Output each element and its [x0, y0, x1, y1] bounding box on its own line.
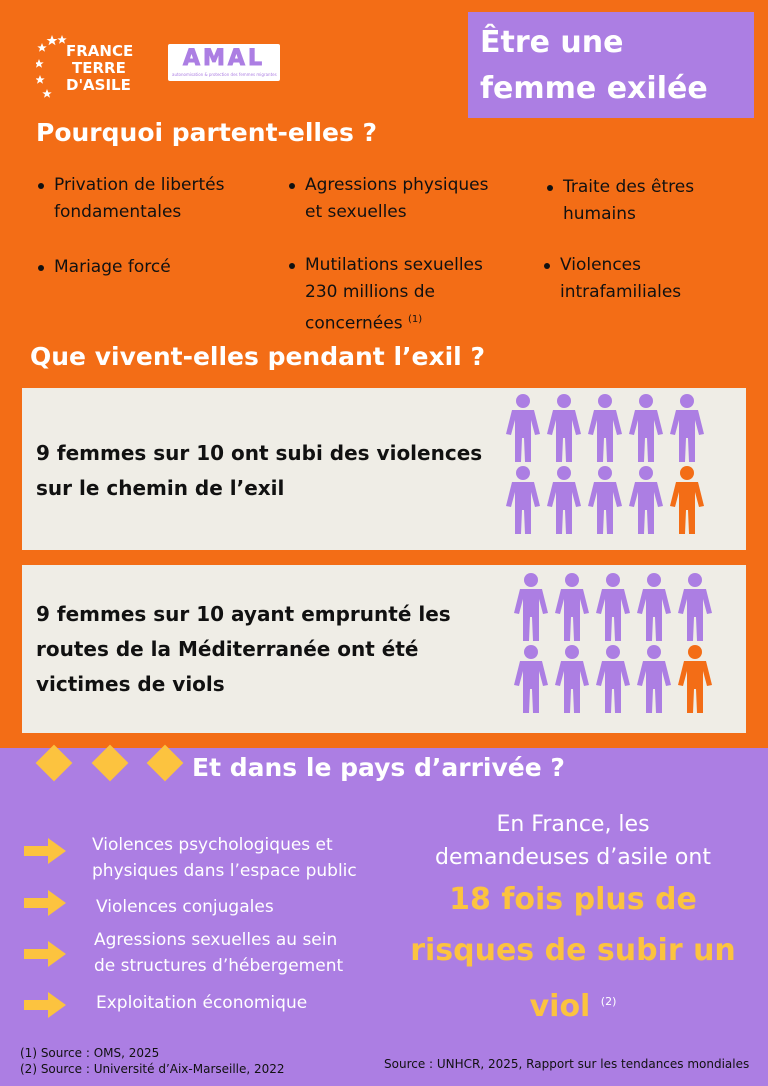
ftda-line-1: FRANCE: [66, 42, 134, 60]
person-figure-purple: [596, 573, 630, 641]
person-figure-purple: [514, 573, 548, 641]
person-figure-purple: [588, 394, 622, 462]
source-3: Source : UNHCR, 2025, Rapport sur les tendances mondiales: [384, 1057, 750, 1071]
person-figure-purple: [555, 645, 589, 713]
person-figure-purple: [506, 394, 540, 462]
section-3-heading: Et dans le pays d’arrivée ?: [192, 753, 565, 782]
arrow-right-icon: [22, 888, 68, 918]
stars-icon: [36, 33, 68, 103]
person-figure-orange: [670, 466, 704, 534]
arrow-right-icon: [22, 939, 68, 969]
stat-panel-1: [22, 388, 746, 550]
amal-logo: [168, 44, 280, 81]
source-2: (2) Source : Université d’Aix-Marseille, 2022: [20, 1062, 285, 1076]
person-figure-purple: [678, 573, 712, 641]
bullet-icon: [289, 183, 295, 189]
person-figure-purple: [629, 466, 663, 534]
stat-intro-line-2: demandeuses d’asile ont: [435, 845, 711, 870]
reason-item: Agressions physiques et sexuelles: [289, 172, 488, 226]
source-1: (1) Source : OMS, 2025: [20, 1046, 160, 1060]
stat-highlight-line-3: viol: [529, 989, 591, 1024]
people-figures-icon: [502, 394, 712, 542]
person-figure-purple: [670, 394, 704, 462]
panel-2-line-3: victimes de viols: [36, 672, 225, 696]
key-statistic: [400, 808, 746, 1032]
bullet-icon: [544, 263, 550, 269]
reason-item: Mutilations sexuelles 230 millions de concernées $^{(1)}$: [289, 252, 483, 338]
person-figure-purple: [629, 394, 663, 462]
bullet-icon: [38, 183, 44, 189]
ftda-line-2: TERRE: [72, 59, 126, 77]
person-figure-purple: [637, 573, 671, 641]
reason-item: Mariage forcé: [38, 254, 171, 281]
amal-tagline: autonomisation & protection des femmes migrantes: [172, 72, 277, 77]
person-figure-purple: [514, 645, 548, 713]
bullet-icon: [289, 263, 295, 269]
panel-2-line-2: routes de la Méditerranée ont été: [36, 637, 419, 661]
amal-wordmark: AMAL: [183, 46, 265, 71]
panel-1-line-2: sur le chemin de l’exil: [36, 476, 285, 500]
person-figure-purple: [588, 466, 622, 534]
title-line-1: Être une: [480, 25, 624, 60]
panel-2-line-1: 9 femmes sur 10 ayant emprunté les: [36, 602, 451, 626]
section-1-heading: Pourquoi partent-elles ?: [36, 118, 378, 147]
arrow-right-icon: [22, 990, 68, 1020]
person-figure-purple: [547, 466, 581, 534]
footnote-ref: (1): [407, 314, 423, 325]
person-figure-purple: [637, 645, 671, 713]
panel-1-line-1: 9 femmes sur 10 ont subi des violences: [36, 441, 483, 465]
bullet-icon: [547, 185, 553, 191]
arrow-right-icon: [22, 836, 68, 866]
stat-intro-line-1: En France, les: [496, 812, 650, 837]
title-box: [468, 12, 754, 118]
bullet-icon: [38, 265, 44, 271]
footnote-ref: (2): [600, 995, 617, 1008]
stat-highlight-line-2: risques de subir un: [410, 933, 736, 968]
people-figures-icon: [510, 573, 720, 721]
person-figure-orange: [678, 645, 712, 713]
stat-highlight-line-1: 18 fois plus de: [449, 882, 697, 917]
reason-item: Violences intrafamiliales: [544, 252, 681, 306]
title-line-2: femme exilée: [480, 71, 708, 106]
person-figure-purple: [506, 466, 540, 534]
stat-panel-2: [22, 565, 746, 733]
person-figure-purple: [596, 645, 630, 713]
person-figure-purple: [547, 394, 581, 462]
france-terre-d-asile-logo: [36, 33, 146, 105]
ftda-line-3: D'ASILE: [66, 76, 131, 94]
reason-item: Traite des êtres humains: [547, 174, 694, 228]
section-2-heading: Que vivent-elles pendant l’exil ?: [30, 342, 485, 371]
person-figure-purple: [555, 573, 589, 641]
reason-item: Privation de libertés fondamentales: [38, 172, 224, 226]
